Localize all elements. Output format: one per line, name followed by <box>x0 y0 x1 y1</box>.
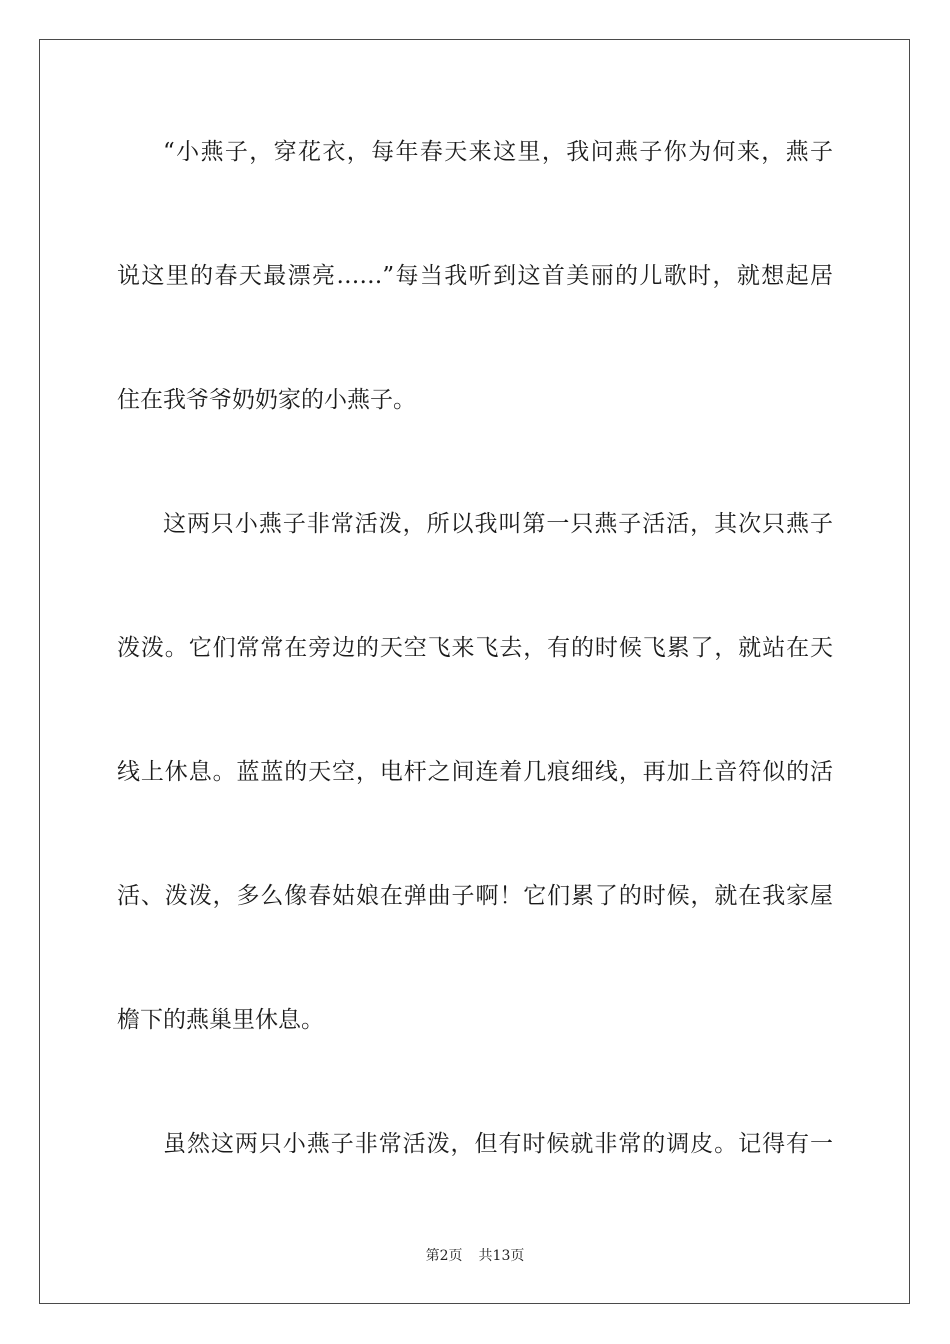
text-line: 檐下的燕巢里休息。 <box>117 1007 324 1033</box>
text-line: 这两只小燕子非常活泼，所以我叫第一只燕子活活，其次只燕子 <box>163 511 833 537</box>
page-frame <box>39 39 910 1304</box>
total-pages: 共13页 <box>478 1248 525 1264</box>
page-number: 第2页 <box>425 1248 463 1264</box>
text-line: 线上休息。蓝蓝的天空，电杆之间连着几痕细线，再加上音符似的活 <box>117 759 833 785</box>
text-line: 说这里的春天最漂亮……”每当我听到这首美丽的儿歌时，就想起居 <box>117 263 833 289</box>
text-line: “小燕子，穿花衣，每年春天来这里，我问燕子你为何来，燕子 <box>163 139 833 165</box>
page-footer <box>0 1246 950 1266</box>
text-line: 泼泼。它们常常在旁边的天空飞来飞去，有的时候飞累了，就站在天 <box>117 635 833 661</box>
text-line: 住在我爷爷奶奶家的小燕子。 <box>117 387 416 413</box>
text-line: 活、泼泼，多么像春姑娘在弹曲子啊！它们累了的时候，就在我家屋 <box>117 883 833 909</box>
text-line: 虽然这两只小燕子非常活泼，但有时候就非常的调皮。记得有一 <box>163 1131 833 1157</box>
